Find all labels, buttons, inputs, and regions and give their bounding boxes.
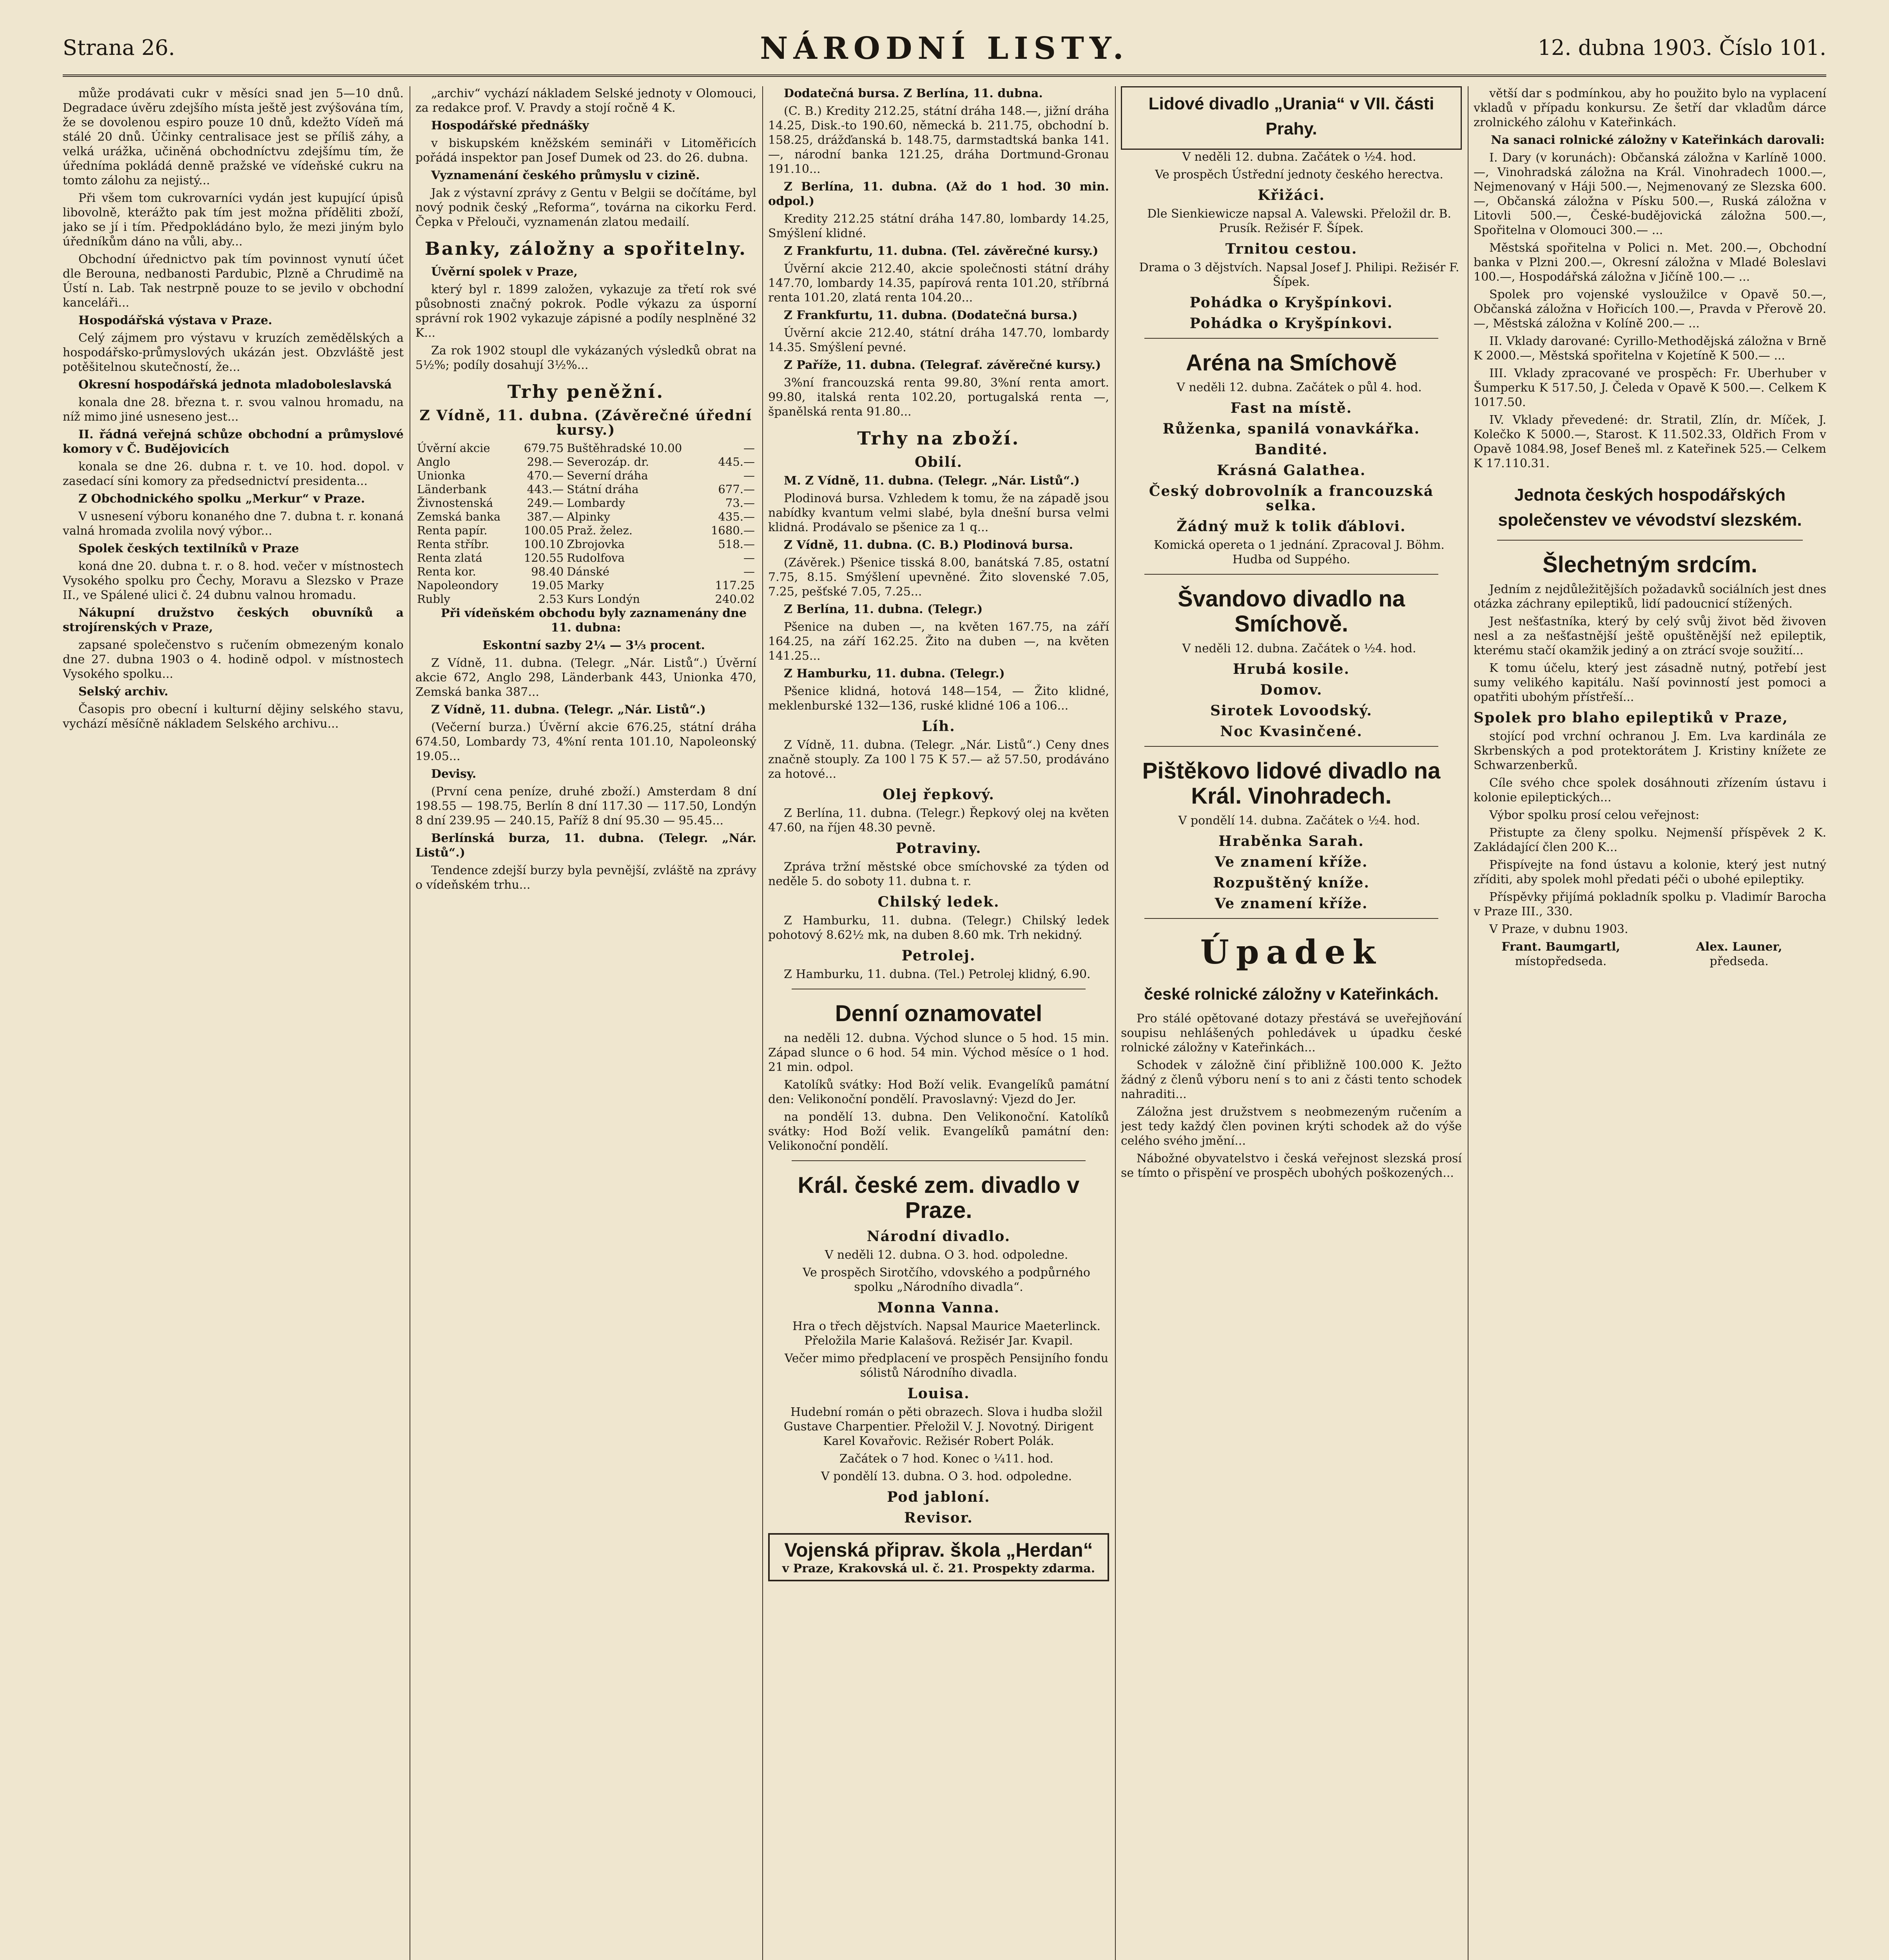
table-cell: Alpinky xyxy=(567,510,610,523)
table-row xyxy=(415,537,756,551)
article-paragraph: Schodek v záložně činí přibližně 100.000 K. Ježto žádný z členů výboru není s to ani z části tento schodek nahraditi... xyxy=(1121,1058,1462,1101)
table-cell: Rudolfova xyxy=(567,551,625,564)
article-paragraph: „archiv“ vychází nákladem Selské jednoty v Olomouci, za redakce prof. V. Pravdy a stojí ročně 4 K. xyxy=(415,87,756,115)
arena-title: Aréna na Smíchově xyxy=(1186,350,1397,376)
article-paragraph: Zpráva tržní městské obce smíchovské za týden od neděle 5. do soboty 11. dubna t. r. xyxy=(768,860,1109,888)
table-cell: Renta kor. xyxy=(417,565,476,578)
section-subheading: Chilský ledek. xyxy=(877,894,1000,910)
issue-date: 12. dubna 1903. Číslo 101. xyxy=(1537,35,1826,60)
play-title: Domov. xyxy=(1260,682,1323,698)
table-cell: 443.— xyxy=(527,483,564,496)
table-cell: 445.— xyxy=(718,455,755,468)
play-title: Bandité. xyxy=(1254,441,1328,458)
table-cell: Renta papír. xyxy=(417,524,488,537)
programme-line: V neděli 12. dubna. Začátek o ½4. hod. xyxy=(1182,150,1416,164)
announcer-title: Denní oznamovatel xyxy=(835,1001,1042,1026)
article-paragraph: Jedním z nejdůležitějších požadavků sociálních jest dnes otázka záchrany epileptiků, lidí padoucnicí stížených. xyxy=(1474,583,1826,611)
table-cell: Severozáp. dr. xyxy=(567,455,649,468)
play-title: Sirotek Lovoodský. xyxy=(1210,702,1372,719)
article-heading: Na sanaci rolnické záložny v Kateřinkách darovali: xyxy=(1491,133,1825,147)
article-paragraph: II. Vklady darované: Cyrillo-Methodějská záložna v Brně K 2000.—, Městská spořitelna v Kojetíně K 500.— ... xyxy=(1474,334,1826,363)
article-heading: Při vídeňském obchodu byly zaznamenány dne 11. dubna: xyxy=(441,606,747,635)
article-heading: Z Vídně, 11. dubna. (C. B.) Plodinová bursa. xyxy=(784,538,1073,552)
article-heading: Berlínská burza, 11. dubna. (Telegr. „Nár. Listů“.) xyxy=(415,831,756,860)
table-cell: 435.— xyxy=(718,510,755,523)
article-paragraph: stojící pod vrchní ochranou J. Em. Lva kardinála ze Skrbenských a pod protektorátem J. Kristiny knížete ze Schwarzenberků. xyxy=(1474,730,1826,772)
table-cell: 1680.— xyxy=(711,524,755,537)
bankruptcy-subtitle: české rolnické záložny v Kateřinkách. xyxy=(1144,985,1439,1003)
section-heading: Trhy peněžní. xyxy=(507,381,665,402)
newspaper-title: NÁRODNÍ LISTY. xyxy=(760,31,1129,66)
table-cell: Úvěrní akcie xyxy=(417,441,490,455)
signature-role: místopředseda. xyxy=(1515,955,1607,968)
article-paragraph: IV. Vklady převedené: dr. Stratil, Zlín, dr. Míček, J. Kolečko K 5000.—, Starost. K 11.502.33, Oldřich From v Opavě 1084.98, Josef Beneš ml. z Kateřinek 525.— Celkem K 17.110.31. xyxy=(1474,413,1826,470)
table-cell: Zemská banka xyxy=(417,510,501,523)
column-3 xyxy=(768,86,1109,1960)
play-title: Hrubá kosile. xyxy=(1233,661,1350,677)
article-heading: Z Berlína, 11. dubna. (Telegr.) xyxy=(784,603,983,616)
article-paragraph: Úvěrní akcie 212.40, státní dráha 147.70, lombardy 14.35. Smýšlení pevné. xyxy=(768,326,1109,354)
section-subheading: Z Vídně, 11. dubna. (Závěrečné úřední kursy.) xyxy=(419,407,752,438)
play-title: Ve znamení kříže. xyxy=(1215,895,1368,912)
columns xyxy=(63,86,1826,1960)
article-paragraph: Celý zájmem pro výstavu v kruzích zemědělských a hospodářsko-průmyslových ukázán jest. Obzvláště jest potěšitelnou skutečností, že... xyxy=(63,331,404,374)
table-cell: 677.— xyxy=(718,483,755,496)
column-rule xyxy=(762,86,763,1960)
article-paragraph: Pro stálé opětované dotazy přestává se uveřejňování soupisu nehlášených pohledávek u úpadku české rolnické záložny v Kateřinkách... xyxy=(1121,1012,1462,1054)
table-row xyxy=(415,510,756,524)
article-paragraph: konala se dne 26. dubna r. t. ve 10. hod. dopol. v zasedací síni komory za předsednictví presidenta... xyxy=(63,460,404,488)
announcer-paragraph: na neděli 12. dubna. Východ slunce o 5 hod. 15 min. Západ slunce o 6 hod. 54 min. Východ měsíce o 1 hod. 21 min. odpol. xyxy=(768,1031,1109,1074)
table-cell: 19.05 xyxy=(531,579,564,592)
table-cell: 249.— xyxy=(527,496,564,510)
table-cell: Dánské xyxy=(567,565,610,578)
table-cell: 679.75 xyxy=(524,441,564,455)
article-heading: Eskontní sazby 2¼ — 3⅓ procent. xyxy=(482,639,705,652)
article-paragraph: Za rok 1902 stoupl dle vykázaných výsledků obrat na 5½%; podíly dosahují 3½%... xyxy=(415,344,756,372)
school-advert-text: v Praze, Krakovská ul. č. 21. Prospekty zdarma. xyxy=(782,1562,1095,1575)
article-heading: Selský archiv. xyxy=(78,685,169,699)
programme-line: Dle Sienkiewicze napsal A. Valewski. Přeložil dr. B. Prusík. Režisér F. Šípek. xyxy=(1147,207,1451,235)
article-paragraph: I. Dary (v korunách): Občanská záložna v Karlíně 1000.—, Vinohradská záložna na Král. Vinohradech 1000.—, Nejmenovaný v Háji 500.—, Nejmenovaný ze Slezska 600.—, Občanská záložna v Písku 500.—, Ruská záložna v Litovli 500.—, České-budějovická záložna 500.—, Spořitelna v Olomouci 300.— ... xyxy=(1474,151,1826,237)
table-cell: Lombardy xyxy=(567,496,625,510)
divider xyxy=(1144,918,1438,919)
article-paragraph: Přistupte za členy spolku. Nejmenší příspěvek 2 K. Zakládající člen 200 K... xyxy=(1474,826,1826,854)
play-title: Louisa. xyxy=(907,1385,970,1402)
play-title: Trnitou cestou. xyxy=(1225,241,1358,257)
article-heading: Vyznamenání českého průmyslu v cizině. xyxy=(431,169,700,182)
article-heading: Spolek českých textilníků v Praze xyxy=(78,542,299,555)
article-heading: Nákupní družstvo českých obuvníků a strojírenských v Praze, xyxy=(63,606,404,634)
national-theatre-title: Král. české zem. divadlo v Praze. xyxy=(798,1172,1080,1223)
table-cell: Renta stříbr. xyxy=(417,537,489,551)
exchange-rates-table xyxy=(415,441,756,606)
article-paragraph: (První cena peníze, druhé zboží.) Amsterdam 8 dní 198.55 — 198.75, Berlín 8 dní 117.30 — 117.50, Londýn 8 dní 239.95 — 240.15, Paříž 8 dní 95.30 — 95.45... xyxy=(415,785,756,828)
table-row xyxy=(415,592,756,606)
article-paragraph: Úvěrní akcie 212.40, akcie společnosti státní dráhy 147.70, lombardy 14.35, papírová renta 101.20, stříbrná renta 101.20, zlatá renta 104.20... xyxy=(768,262,1109,305)
signatures xyxy=(1474,940,1826,969)
signature-role: předseda. xyxy=(1710,955,1769,968)
play-title: Žádný muž k tolik ďáblovi. xyxy=(1177,518,1406,535)
article-paragraph: Z Vídně, 11. dubna. (Telegr. „Nár. Listů“.) Úvěrní akcie 672, Anglo 298, Länderbank 443, Unionka 470, Zemská banka 387... xyxy=(415,656,756,699)
table-cell: 298.— xyxy=(527,455,564,468)
page-number: Strana 26. xyxy=(63,35,175,60)
play-title: Fast na místě. xyxy=(1230,400,1352,416)
article-paragraph: Pšenice na duben —, na květen 167.75, na září 164.25, na září 162.25. Žito na duben —, na květen 141.25... xyxy=(768,620,1109,663)
table-cell: 98.40 xyxy=(531,565,564,578)
play-title: Pohádka o Kryšpínkovi. xyxy=(1189,315,1393,332)
table-cell: Státní dráha xyxy=(567,483,639,496)
table-row xyxy=(415,483,756,496)
announcer-paragraph: Katolíků svátky: Hod Boží velik. Evangelíků památní den: Velikonoční pondělí. Pravoslavný: Vjezd do Jer. xyxy=(768,1078,1109,1106)
table-cell: — xyxy=(743,551,755,564)
table-cell: Praž. želez. xyxy=(567,524,633,537)
pistekovo-title: Pištěkovo lidové divadlo na Král. Vinohradech. xyxy=(1142,758,1441,809)
table-cell: 120.55 xyxy=(524,551,564,564)
table-cell: 100.10 xyxy=(524,537,564,551)
table-row xyxy=(415,469,756,483)
programme-line: V neděli 12. dubna. O 3. hod. odpoledne. xyxy=(825,1248,1068,1262)
table-row xyxy=(415,565,756,579)
play-title: Monna Vanna. xyxy=(877,1299,1000,1316)
article-heading: II. řádná veřejná schůze obchodní a průmyslové komory v Č. Budějovicích xyxy=(63,428,404,456)
table-row xyxy=(415,496,756,510)
article-heading: Z Obchodnického spolku „Merkur“ v Praze. xyxy=(78,492,365,506)
section-heading: Banky, záložny a spořitelny. xyxy=(425,238,747,259)
signature-name: Alex. Launer, xyxy=(1696,940,1782,954)
article-paragraph: Městská spořitelna v Polici n. Met. 200.—, Obchodní banka v Plzni 200.—, Okresní záložna v Mladé Boleslavi 100.—, Hospodářská záložna v Jičíně 100.— ... xyxy=(1474,241,1826,284)
divider xyxy=(1144,746,1438,747)
article-paragraph: Záložna jest družstvem s neobmezeným ručením a jest tedy každý člen povinen krýti schodek až do výše celého svého jmění... xyxy=(1121,1105,1462,1148)
divider xyxy=(1144,338,1438,339)
article-paragraph: koná dne 20. dubna t. r. o 8. hod. večer v místnostech Vysokého spolku pro Čechy, Moravu a Slezsko v Praze II., ve Spálené ulici č. 24 dubnu valnou hromadu. xyxy=(63,559,404,602)
article-heading: Okresní hospodářská jednota mladoboleslavská xyxy=(78,378,392,392)
column-5 xyxy=(1474,86,1826,1960)
bankruptcy-title: Úpadek xyxy=(1200,933,1383,971)
programme-line: Hudební román o pěti obrazech. Slova i hudba složil Gustave Charpentier. Přeložil V. J. Novotný. Dirigent Karel Kovařovic. Režisér Robert Polák. xyxy=(783,1405,1102,1448)
article-heading: Devisy. xyxy=(431,767,477,781)
article-paragraph: (C. B.) Kredity 212.25, státní dráha 148.—, jižní dráha 14.25, Disk.-to 190.60, německá b. 211.75, obchodní b. 158.25, drážďanská b. 148.75, darmstadtská banka 141.—, národní banka 121.25, dráha Dortmund-Gronau 191.10... xyxy=(768,104,1109,176)
programme-line: V neděli 12. dubna. Začátek o půl 4. hod. xyxy=(1177,381,1422,394)
article-paragraph: Spolek pro vojenské vysloužilce v Opavě 50.—, Občanská záložna v Hořicích 100.—, Pravda v Přerově 20.—, Městská záložna v Kolíně 200.— ... xyxy=(1474,288,1826,330)
table-cell: Živnostenská xyxy=(417,496,493,510)
article-paragraph: Z Vídně, 11. dubna. (Telegr. „Nár. Listů“.) Ceny dnes značně stouply. Za 100 l 75 K 57.— až 57.50, prodáváno za hotové... xyxy=(768,738,1109,781)
signature-name: Frant. Baumgartl, xyxy=(1501,940,1620,954)
article-paragraph: (Večerní burza.) Úvěrní akcie 676.25, státní dráha 674.50, Lombardy 73, 4%ní renta 101.10, Napoleonský 19.05... xyxy=(415,720,756,763)
article-paragraph: III. Vklady zpracované ve prospěch: Fr. Uberhuber v Šumperku K 517.50, J. Čeleda v Opavě K 500.—. Celkem K 1017.50. xyxy=(1474,367,1826,409)
school-advert-title: Vojenská připrav. škola „Herdan“ xyxy=(784,1539,1093,1561)
article-paragraph: Přispívejte na fond ústavu a kolonie, který jest nutný zříditi, aby spolek mohl předati péči o ubohé epileptiky. xyxy=(1474,858,1826,886)
divider xyxy=(1144,574,1438,575)
table-cell: 387.— xyxy=(527,510,564,523)
table-row xyxy=(415,441,756,455)
play-title: Ve znamení kříže. xyxy=(1215,854,1368,870)
article-paragraph: (Závěrek.) Pšenice tisská 8.00, banátská 7.85, ostatní 7.75, 8.15. Smýšlení upevněné. Žito slovenské 7.05, 7.25, pešťské 7.05, 7.25... xyxy=(768,556,1109,599)
article-paragraph: Jest nešťastníka, který by celý svůj život běd živoven nesl a za nešťastnější ještě opuštěnější než epileptik, kterému stačí okamžik jediný a on ztrácí svoje soužití... xyxy=(1474,615,1826,657)
table-cell: Unionka xyxy=(417,469,466,482)
article-paragraph: Kredity 212.25 státní dráha 147.80, lombardy 14.25, Smýšlení klidné. xyxy=(768,212,1109,240)
article-heading: Dodatečná bursa. Z Berlína, 11. dubna. xyxy=(784,87,1043,100)
programme-line: Ve prospěch Sirotčího, vdovského a podpůrného spolku „Národního divadla“. xyxy=(803,1266,1090,1294)
table-cell: 240.02 xyxy=(715,592,755,606)
article-paragraph: Obchodní úřednictvo pak tím povinnost vynutí účet dle Berouna, nedbanosti Pardubic, Plzně a Chrudimě na Ústí n. Lab. Tak nestrpně pouze to se jevilo v obchodní kanceláři... xyxy=(63,252,404,310)
article-heading: Z Frankfurtu, 11. dubna. (Dodatečná bursa.) xyxy=(784,309,1078,322)
article-paragraph: Tendence zdejší burzy byla pevnější, zvláště na zprávy o vídeňském trhu... xyxy=(415,864,756,892)
programme-line: Hra o třech dějstvích. Napsal Maurice Maeterlinck. Přeložila Marie Kalašová. Režisér Jar. Kvapil. xyxy=(792,1319,1101,1348)
table-cell: 2.53 xyxy=(538,592,564,606)
article-paragraph: Plodinová bursa. Vzhledem k tomu, že na západě jsou nabídky kvantum velmi slabé, byla dnešní bursa velmi klidná. Prodávalo se pšenice za 1 q... xyxy=(768,492,1109,534)
table-cell: Zbrojovka xyxy=(567,537,625,551)
urania-theatre-box xyxy=(1121,86,1462,150)
article-heading: Z Paříže, 11. dubna. (Telegraf. závěrečné kursy.) xyxy=(784,358,1101,372)
appeal-title: Šlechetným srdcím. xyxy=(1543,552,1757,577)
table-cell: Länderbank xyxy=(417,483,486,496)
table-cell: Marky xyxy=(567,579,604,592)
article-paragraph: 3%ní francouzská renta 99.80, 3%ní renta amort. 99.80, italská renta 102.20, portugalská renta —, španělská renta 91.80... xyxy=(768,376,1109,419)
play-title: Noc Kvasinčené. xyxy=(1220,723,1363,740)
article-heading: M. Z Vídně, 11. dubna. (Telegr. „Nár. Listů“.) xyxy=(784,474,1080,488)
article-paragraph: Nábožné obyvatelstvo i česká veřejnost slezská prosí se tímto o přispění ve prospěch ubohých poškozených... xyxy=(1121,1152,1462,1180)
article-paragraph: větší dar s podmínkou, aby ho použito bylo na vyplacení vkladů v případu konkursu. Ze šetří dar vkladům dárce zrolnického zálohu v Kateřinkách. xyxy=(1474,87,1826,129)
section-subheading: Potraviny. xyxy=(896,840,982,857)
article-paragraph: Z Hamburku, 11. dubna. (Telegr.) Chilský ledek pohotový 8.62½ mk, na duben 8.60 mk. Trh nekidný. xyxy=(768,914,1109,942)
table-cell: Anglo xyxy=(417,455,450,468)
table-cell: 73.— xyxy=(725,496,755,510)
article-heading: Hospodářská výstava v Praze. xyxy=(78,314,272,327)
article-paragraph: Příspěvky přijímá pokladník spolku p. Vladimír Barocha v Praze III., 330. xyxy=(1474,890,1826,918)
article-paragraph: Z Hamburku, 11. dubna. (Tel.) Petrolej klidný, 6.90. xyxy=(784,967,1091,981)
svandovo-title: Švandovo divadlo na Smíchově. xyxy=(1177,586,1405,637)
article-paragraph: Výbor spolku prosí celou veřejnost: xyxy=(1489,808,1700,822)
programme-line: Drama o 3 dějstvích. Napsal Josef J. Philipi. Režisér F. Šípek. xyxy=(1139,261,1459,289)
programme-line: Ve prospěch Ústřední jednoty českého herectva. xyxy=(1155,168,1443,181)
table-cell: — xyxy=(743,441,755,455)
article-heading: Z Frankfurtu, 11. dubna. (Tel. závěrečné kursy.) xyxy=(784,244,1099,258)
society-title: Spolek pro blaho epileptiků v Praze, xyxy=(1474,710,1788,726)
programme-line: V neděli 12. dubna. Začátek o ½4. hod. xyxy=(1182,642,1416,655)
play-title: Český dobrovolník a francouzská selka. xyxy=(1149,483,1434,514)
article-paragraph: Časopis pro obecní i kulturní dějiny selského stavu, vychází měsíčně nákladem Selského archivu... xyxy=(63,702,404,731)
play-title: Rozpuštěný kníže. xyxy=(1213,875,1370,891)
national-theatre-subtitle: Národní divadlo. xyxy=(867,1228,1011,1245)
play-title: Pohádka o Kryšpínkovi. xyxy=(1189,294,1393,311)
article-heading: Z Berlína, 11. dubna. (Až do 1 hod. 30 min. odpol.) xyxy=(768,180,1109,208)
article-paragraph: který byl r. 1899 založen, vykazuje za třetí rok své působnosti značný pokrok. Podle výkazu za úsporní správní rok 1902 vykazuje zápisné a podíly nesplněné 32 K... xyxy=(415,283,756,340)
table-cell: Napoleondory xyxy=(417,579,499,592)
table-cell: 117.25 xyxy=(715,579,755,592)
play-title: Revisor. xyxy=(904,1510,973,1526)
table-row xyxy=(415,551,756,565)
play-title: Růženka, spanilá vonavkářka. xyxy=(1162,421,1420,437)
table-cell: — xyxy=(743,565,755,578)
table-cell: 518.— xyxy=(718,537,755,551)
play-title: Krásná Galathea. xyxy=(1216,462,1366,479)
table-cell: Rubly xyxy=(417,592,450,606)
programme-line: Začátek o 7 hod. Konec o ¼11. hod. xyxy=(839,1452,1053,1466)
play-title: Pod jabloní. xyxy=(887,1489,990,1505)
column-4 xyxy=(1121,86,1462,1960)
programme-line: Večer mimo předplacení ve prospěch Pensijního fondu sólistů Národního divadla. xyxy=(784,1352,1109,1380)
table-cell: Renta zlatá xyxy=(417,551,482,564)
column-rule xyxy=(1115,86,1116,1960)
programme-line: Komická opereta o 1 jednání. Zpracoval J. Böhm. Hudba od Suppého. xyxy=(1154,538,1445,566)
urania-title: Lidové divadlo „Urania“ v VII. části Prahy. xyxy=(1148,94,1434,138)
article-paragraph: Jak z výstavní zprávy z Gentu v Belgii se dočítáme, byl nový podnik český „Reforma“, továrna na cikorku Ferd. Čepka v Přelouči, vyznamenán zlatou medailí. xyxy=(415,186,756,229)
section-subheading: Olej řepkový. xyxy=(883,786,995,803)
table-cell: Kurs Londýn xyxy=(567,592,640,606)
masthead xyxy=(63,27,1826,77)
announcer-paragraph: na pondělí 13. dubna. Den Velikonoční. Katolíků svátky: Hod Boží velik. Evangelíků památní den: Velikonoční pondělí. xyxy=(768,1110,1109,1153)
section-subheading: Petrolej. xyxy=(901,947,976,964)
table-cell: — xyxy=(743,469,755,482)
article-paragraph: v biskupském kněžském semináři v Litoměřicích pořádá inspektor pan Josef Dumek od 23. do 26. dubna. xyxy=(415,136,756,165)
article-paragraph: zapsané společenstvo s ručením obmezeným konalo dne 27. dubna 1903 o 4. hodině odpol. v místnostech Vysokého spolku... xyxy=(63,638,404,681)
play-title: Hraběnka Sarah. xyxy=(1218,833,1364,849)
article-heading: Z Hamburku, 11. dubna. (Telegr.) xyxy=(784,667,1005,681)
table-row xyxy=(415,455,756,469)
table-cell: 100.05 xyxy=(524,524,564,537)
programme-line: V pondělí 13. dubna. O 3. hod. odpoledne. xyxy=(821,1470,1072,1483)
column-1 xyxy=(63,86,404,1960)
article-paragraph: může prodávati cukr v měsíci snad jen 5—10 dnů. Degradace úvěru zdejšího místa ještě jest zvýšována tím, že se dovolenou espiro pouze 10 dnů, kdežto Vídeň má stálé 20 dnů. Účinky centralisace jest se příliš záhy, a velká urážka, učiněná obchodníctvu zdejšímu tím, že úředníma pokládá denně pražské ve vídeňské cukru na tomto zálohu za nejistý... xyxy=(63,87,404,187)
table-row xyxy=(415,524,756,537)
jednota-title: Jednota českých hospodářských společenstev ve vévodství slezském. xyxy=(1498,485,1802,530)
article-paragraph: Cíle svého chce spolek dosáhnouti zřízením ústavu i kolonie epileptických... xyxy=(1474,776,1826,804)
programme-line: V pondělí 14. dubna. Začátek o ½4. hod. xyxy=(1178,814,1420,828)
article-paragraph: K tomu účelu, který jest zásadně nutný, potřebí jest sumy velikého kapitálu. Naší povinností jest pomoci a opatřiti ubohým přístřeší... xyxy=(1474,661,1826,704)
table-cell: Buštěhradské 10.00 xyxy=(567,441,682,455)
table-cell: Severní dráha xyxy=(567,469,648,482)
article-heading: Z Vídně, 11. dubna. (Telegr. „Nár. Listů“.) xyxy=(431,703,706,717)
divider xyxy=(1497,540,1803,541)
article-paragraph: Z Berlína, 11. dubna. (Telegr.) Řepkový olej na květen 47.60, na říjen 48.30 pevně. xyxy=(768,806,1109,835)
section-heading: Trhy na zboží. xyxy=(857,428,1020,449)
table-row xyxy=(415,579,756,592)
article-paragraph: Pšenice klidná, hotová 148—154, — Žito klidné, meklenburské 132—136, ruské klidné 106 a 106... xyxy=(768,684,1109,713)
article-heading: Úvěrní spolek v Praze, xyxy=(431,265,578,279)
school-advert xyxy=(768,1533,1109,1581)
article-paragraph: V usnesení výboru konaného dne 7. dubna t. r. konaná valná hromada zvolila nový výbor... xyxy=(63,510,404,538)
article-paragraph: V Praze, v dubnu 1903. xyxy=(1489,922,1628,936)
play-title: Křižáci. xyxy=(1258,187,1325,203)
article-paragraph: Při všem tom cukrovarníci vydán jest kupující úpisů libovolně, kterážto pak tím jest možna příděliti zboží, jako se jí i tím. Předpokládáno bylo, že mezi jiným bylo úředníkům dáno na vůli, aby... xyxy=(63,191,404,249)
section-subheading: Líh. xyxy=(922,718,955,735)
section-subheading: Obilí. xyxy=(914,454,963,470)
article-paragraph: konala dne 28. března t. r. svou valnou hromadu, na níž mimo jiné usneseno jest... xyxy=(63,396,404,424)
column-2 xyxy=(415,86,756,1960)
divider xyxy=(792,1160,1086,1161)
table-cell: 470.— xyxy=(527,469,564,482)
article-heading: Hospodářské přednášky xyxy=(431,119,589,132)
